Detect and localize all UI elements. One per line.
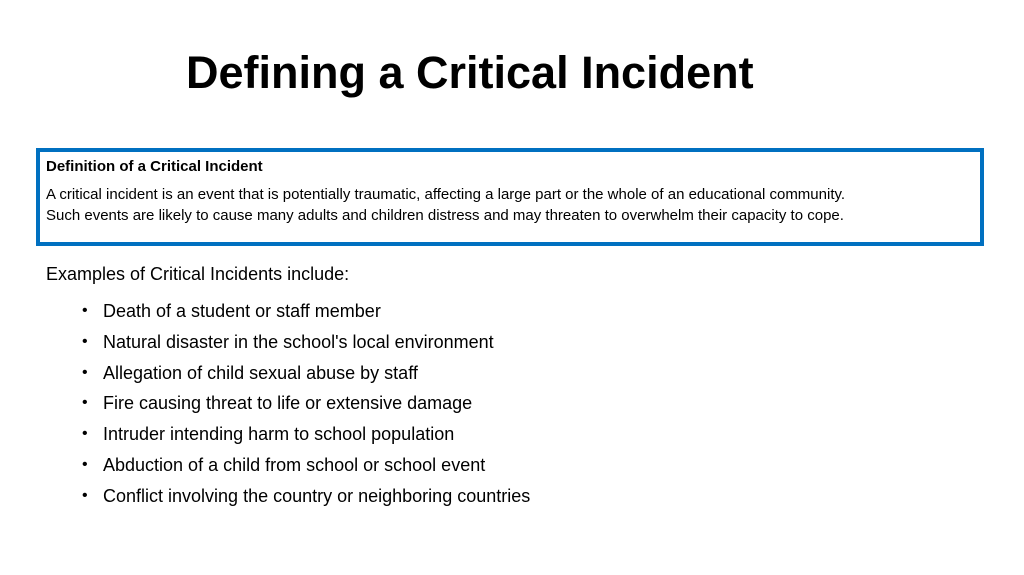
- definition-body: [46, 184, 974, 226]
- bullet-icon: •: [82, 394, 88, 412]
- definition-box: [36, 148, 984, 246]
- bullet-icon: •: [82, 425, 88, 443]
- list-item-text: Natural disaster in the school's local environment: [103, 331, 494, 352]
- bullet-icon: •: [82, 486, 88, 504]
- bullet-icon: •: [82, 332, 88, 350]
- definition-body-line: A critical incident is an event that is potentially traumatic, affecting a large part or the whole of an educational community.: [46, 186, 846, 203]
- list-item-text: Allegation of child sexual abuse by staff: [103, 362, 418, 383]
- list-item-text: Conflict involving the country or neighboring countries: [103, 485, 531, 506]
- bullet-icon: •: [82, 363, 88, 381]
- definition-heading: Definition of a Critical Incident: [46, 158, 263, 175]
- slide-title: Defining a Critical Incident: [186, 47, 754, 98]
- list-item-text: Fire causing threat to life or extensive damage: [103, 393, 473, 414]
- examples-intro: Examples of Critical Incidents include:: [46, 264, 350, 284]
- list-item-text: Death of a student or staff member: [103, 301, 381, 321]
- definition-body-line: Such events are likely to cause many adults and children distress and may threaten to overwhelm their capacity to cope.: [46, 207, 844, 224]
- list-item-text: Intruder intending harm to school population: [103, 424, 455, 445]
- list-item-text: Abduction of a child from school or school event: [103, 454, 486, 475]
- bullet-icon: •: [82, 302, 88, 319]
- bullet-icon: •: [82, 455, 88, 473]
